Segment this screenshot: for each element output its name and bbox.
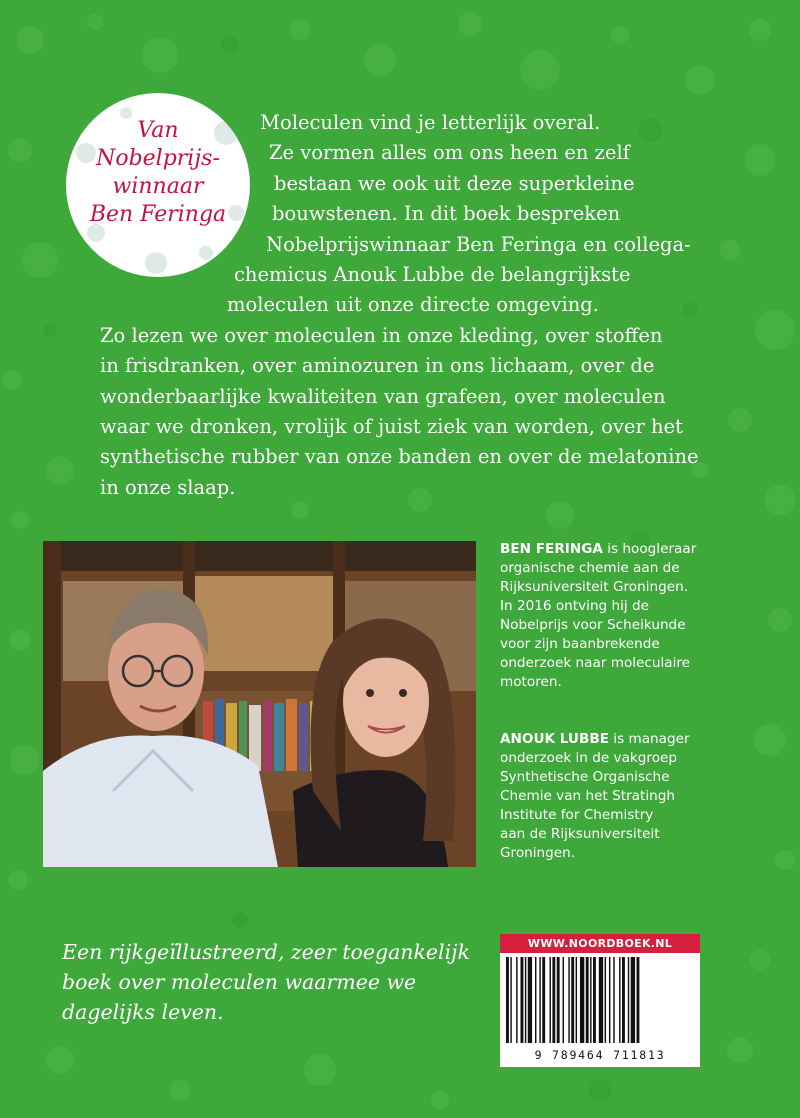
bio-line: Synthetische Organische (500, 769, 670, 785)
bio-name: ANOUK LUBBE (500, 731, 609, 747)
intro-line: Moleculen vind je letterlijk overal. (260, 111, 601, 134)
bio-lubbe (500, 730, 740, 863)
barcode-bar (586, 957, 589, 1043)
bio-line: organische chemie aan de (500, 560, 680, 576)
barcode-bar (605, 957, 606, 1043)
bio-line: Institute for Chemistry (500, 807, 654, 823)
barcode-bar (528, 957, 532, 1043)
barcode-bar (563, 957, 564, 1043)
barcode-bar (542, 957, 545, 1043)
bio-line: voor zijn baanbrekende (500, 636, 660, 652)
intro-line: waar we dronken, vrolijk of juist ziek van worden, over het (100, 415, 683, 438)
intro-line: Nobelprijswinnaar Ben Feringa en collega- (266, 233, 691, 256)
bio-line: aan de Rijksuniversiteit (500, 826, 660, 842)
bio-line: Rijksuniversiteit Groningen. (500, 579, 689, 595)
bio-line: onderzoek naar moleculaire (500, 655, 691, 671)
bio-line: motoren. (500, 674, 562, 690)
bio-line: is hoogleraar (602, 541, 697, 557)
intro-line: wonderbaarlijke kwaliteiten van grafeen, over moleculen (100, 385, 666, 408)
bio-line: Chemie van het Stratingh (500, 788, 675, 804)
tagline (62, 937, 470, 1027)
isbn-number: 9 789464 711813 (534, 1048, 666, 1062)
intro-line: Zo lezen we over moleculen in onze kleding, over stoffen (100, 324, 663, 347)
bio-line: In 2016 ontving hij de (500, 598, 649, 614)
bio-line (500, 730, 740, 749)
barcode-bar (576, 957, 577, 1043)
barcode-bar (521, 957, 524, 1043)
publisher-url: WWW.NOORDBOEK.NL (500, 934, 700, 953)
barcode-bar (510, 957, 511, 1043)
award-badge (66, 93, 250, 277)
tagline-line: boek over moleculen waarmee we (62, 970, 417, 994)
bio-line: Nobelprijs voor Scheikunde (500, 617, 686, 633)
tagline-line: Een rijkgeïllustreerd, zeer toegankelijk (62, 940, 470, 964)
barcode-bar (535, 957, 536, 1043)
bio-line: Groningen. (500, 845, 576, 861)
barcode-bar (622, 957, 625, 1043)
tagline-line: dagelijks leven. (62, 1000, 224, 1024)
bio-name: BEN FERINGA (500, 541, 603, 557)
intro-line: synthetische rubber van onze banden en over de melatonine (100, 445, 699, 468)
intro-line: bestaan we ook uit deze superkleine (274, 172, 635, 195)
barcode-bar (628, 957, 629, 1043)
author-photo-illustration (43, 541, 476, 867)
bio-line: onderzoek in de vakgroep (500, 750, 678, 766)
barcode-bar (571, 957, 574, 1043)
barcode-bar (599, 957, 603, 1043)
barcode-bar (539, 957, 540, 1043)
barcode-bar (557, 957, 560, 1043)
intro-line: bouwstenen. In dit boek bespreken (272, 202, 621, 225)
barcode-panel (500, 934, 700, 1067)
barcode-bar (525, 957, 526, 1043)
barcode-bar (506, 957, 509, 1043)
badge-line: Ben Feringa (89, 202, 227, 227)
badge-text (66, 117, 250, 229)
barcode-bar (593, 957, 596, 1043)
barcode-bar (613, 957, 614, 1043)
barcode-bar (516, 957, 517, 1043)
badge-line: Van (137, 118, 179, 143)
intro-line: moleculen uit onze directe omgeving. (227, 293, 599, 316)
barcode-bar (631, 957, 635, 1043)
barcode-bar (568, 957, 569, 1043)
bio-line: is manager (608, 731, 690, 747)
intro-line: in onze slaap. (100, 476, 236, 499)
intro-line: Ze vormen alles om ons heen en zelf (269, 141, 630, 164)
author-photo (43, 541, 476, 867)
bio-feringa (500, 540, 740, 692)
badge-line: Nobelprijs- (96, 146, 220, 171)
intro-line: chemicus Anouk Lubbe de belangrijkste (234, 263, 631, 286)
bio-line (500, 540, 740, 559)
intro-line: in frisdranken, over aminozuren in ons lichaam, over de (100, 354, 655, 377)
barcode-bar (619, 957, 620, 1043)
barcode-bar (580, 957, 584, 1043)
barcode-bar (590, 957, 591, 1043)
barcode-bar (609, 957, 610, 1043)
barcode-bar (550, 957, 551, 1043)
barcode-bars (506, 957, 694, 1053)
badge-line: winnaar (112, 174, 204, 199)
barcode-bar (552, 957, 555, 1043)
barcode-bar (637, 957, 640, 1043)
